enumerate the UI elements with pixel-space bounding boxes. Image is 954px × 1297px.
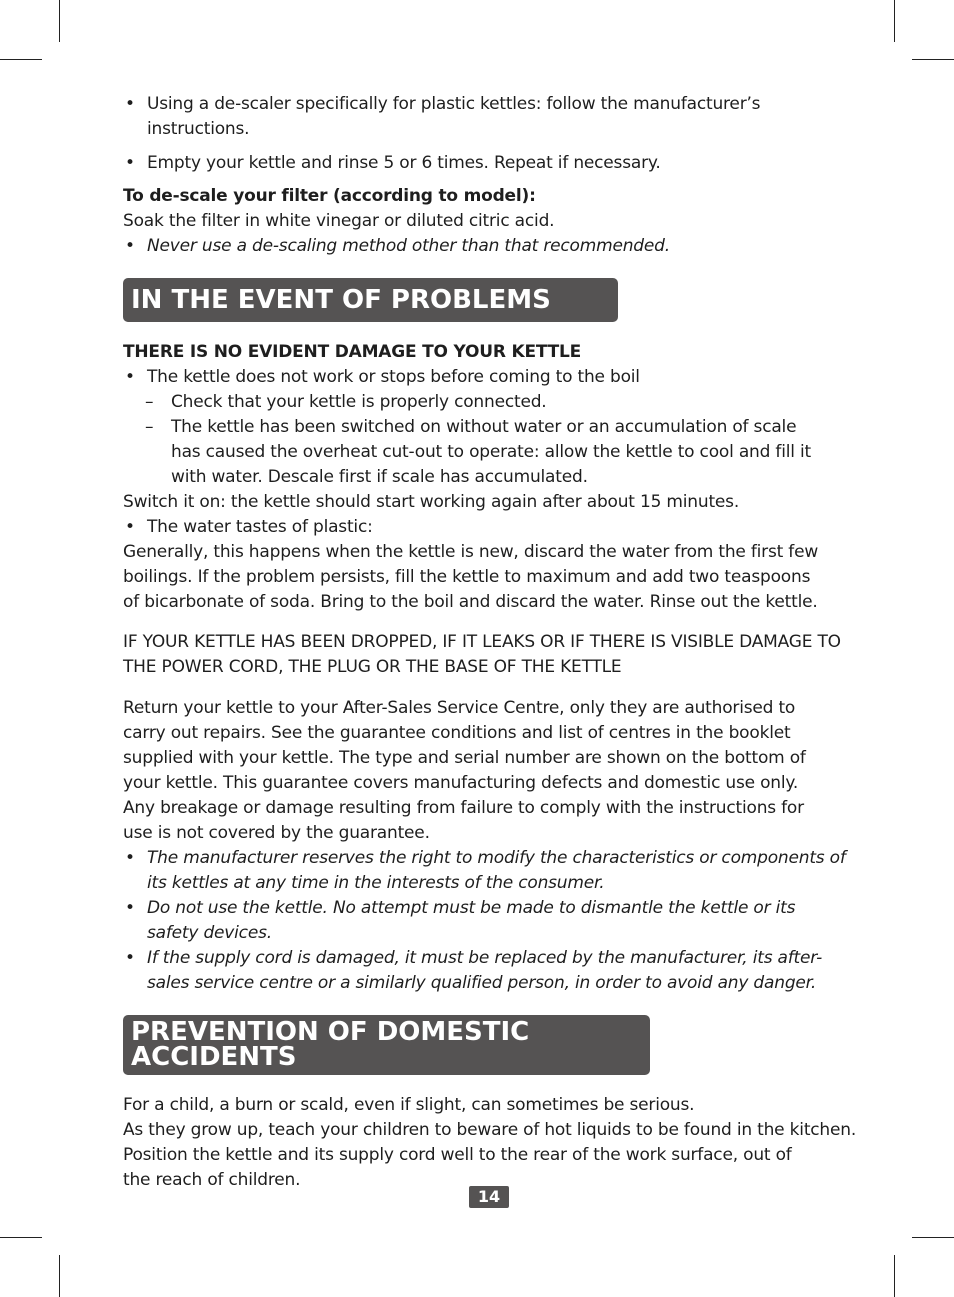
page-number: 14: [469, 1186, 509, 1208]
prevention-banner: PREVENTION OF DOMESTIC ACCIDENTS: [123, 1015, 650, 1075]
filter-heading: To de-scale your filter (according to model):: [123, 186, 536, 206]
crop-mark: [894, 1255, 895, 1297]
crop-mark: [0, 1237, 42, 1238]
note-item: • The manufacturer reserves the right to modify the characteristics or components of its kettles at any time in the interests of the consumer.: [123, 846, 863, 896]
page-content: [123, 92, 863, 1193]
problem-bullet: • The kettle does not work or stops before coming to the boil: [123, 365, 863, 390]
note-item: • Do not use the kettle. No attempt must be made to dismantle the kettle or its safety devices.: [123, 896, 847, 946]
problem-bullet: • The water tastes of plastic:: [123, 515, 863, 540]
check-item: – Check that your kettle is properly connected.: [123, 390, 863, 415]
crop-mark: [59, 0, 60, 42]
crop-mark: [894, 0, 895, 42]
prevention-text: Position the kettle and its supply cord well to the rear of the work surface, out of the reach of children.: [123, 1145, 792, 1190]
descale-bullet: • Empty your kettle and rinse 5 or 6 times. Repeat if necessary.: [123, 151, 863, 176]
prevention-text: For a child, a burn or scald, even if slight, can sometimes be serious.: [123, 1095, 695, 1115]
crop-mark: [0, 59, 42, 60]
crop-mark: [912, 59, 954, 60]
descale-warning: • Never use a de-scaling method other than that recommended.: [123, 234, 863, 259]
taste-text: Generally, this happens when the kettle is new, discard the water from the first few boilings. If the problem persists, fill the kettle to maximum and add two teaspoons of bicarbonate of soda. Bring to the boil and discard the water. Rinse out the kettle.: [123, 542, 819, 612]
crop-mark: [912, 1237, 954, 1238]
no-damage-heading: THERE IS NO EVIDENT DAMAGE TO YOUR KETTLE: [123, 342, 582, 362]
filter-text: Soak the filter in white vinegar or diluted citric acid.: [123, 211, 555, 231]
crop-mark: [59, 1255, 60, 1297]
return-text: Return your kettle to your After-Sales Service Centre, only they are authorised to carry out repairs. See the guarantee conditions and list of centres in the booklet supplied with your kettle. The type and serial number are shown on the bottom of your kettle. This guarantee covers manufacturing defects and domestic use only. Any breakage or damage resulting from failure to comply with the instructions for use is not covered by the guarantee.: [123, 698, 806, 843]
descale-bullet: • Using a de-scaler specifically for plastic kettles: follow the manufacturer’s instructions.: [123, 92, 863, 142]
switch-on-text: Switch it on: the kettle should start working again after about 15 minutes.: [123, 492, 740, 512]
dropped-heading: IF YOUR KETTLE HAS BEEN DROPPED, IF IT LEAKS OR IF THERE IS VISIBLE DAMAGE TO THE POWER CORD, THE PLUG OR THE BASE OF THE KETTLE: [123, 632, 841, 677]
note-item: • If the supply cord is damaged, it must be replaced by the manufacturer, its after-sales service centre or a similarly qualified person, in order to avoid any danger.: [123, 946, 863, 996]
problems-banner: IN THE EVENT OF PROBLEMS: [123, 278, 618, 322]
prevention-text: As they grow up, teach your children to beware of hot liquids to be found in the kitchen.: [123, 1120, 857, 1140]
check-item: – The kettle has been switched on without water or an accumulation of scale has caused the overheat cut-out to operate: allow the kettle to cool and fill it with water. Descale first if scale has accumulated.: [123, 415, 821, 490]
